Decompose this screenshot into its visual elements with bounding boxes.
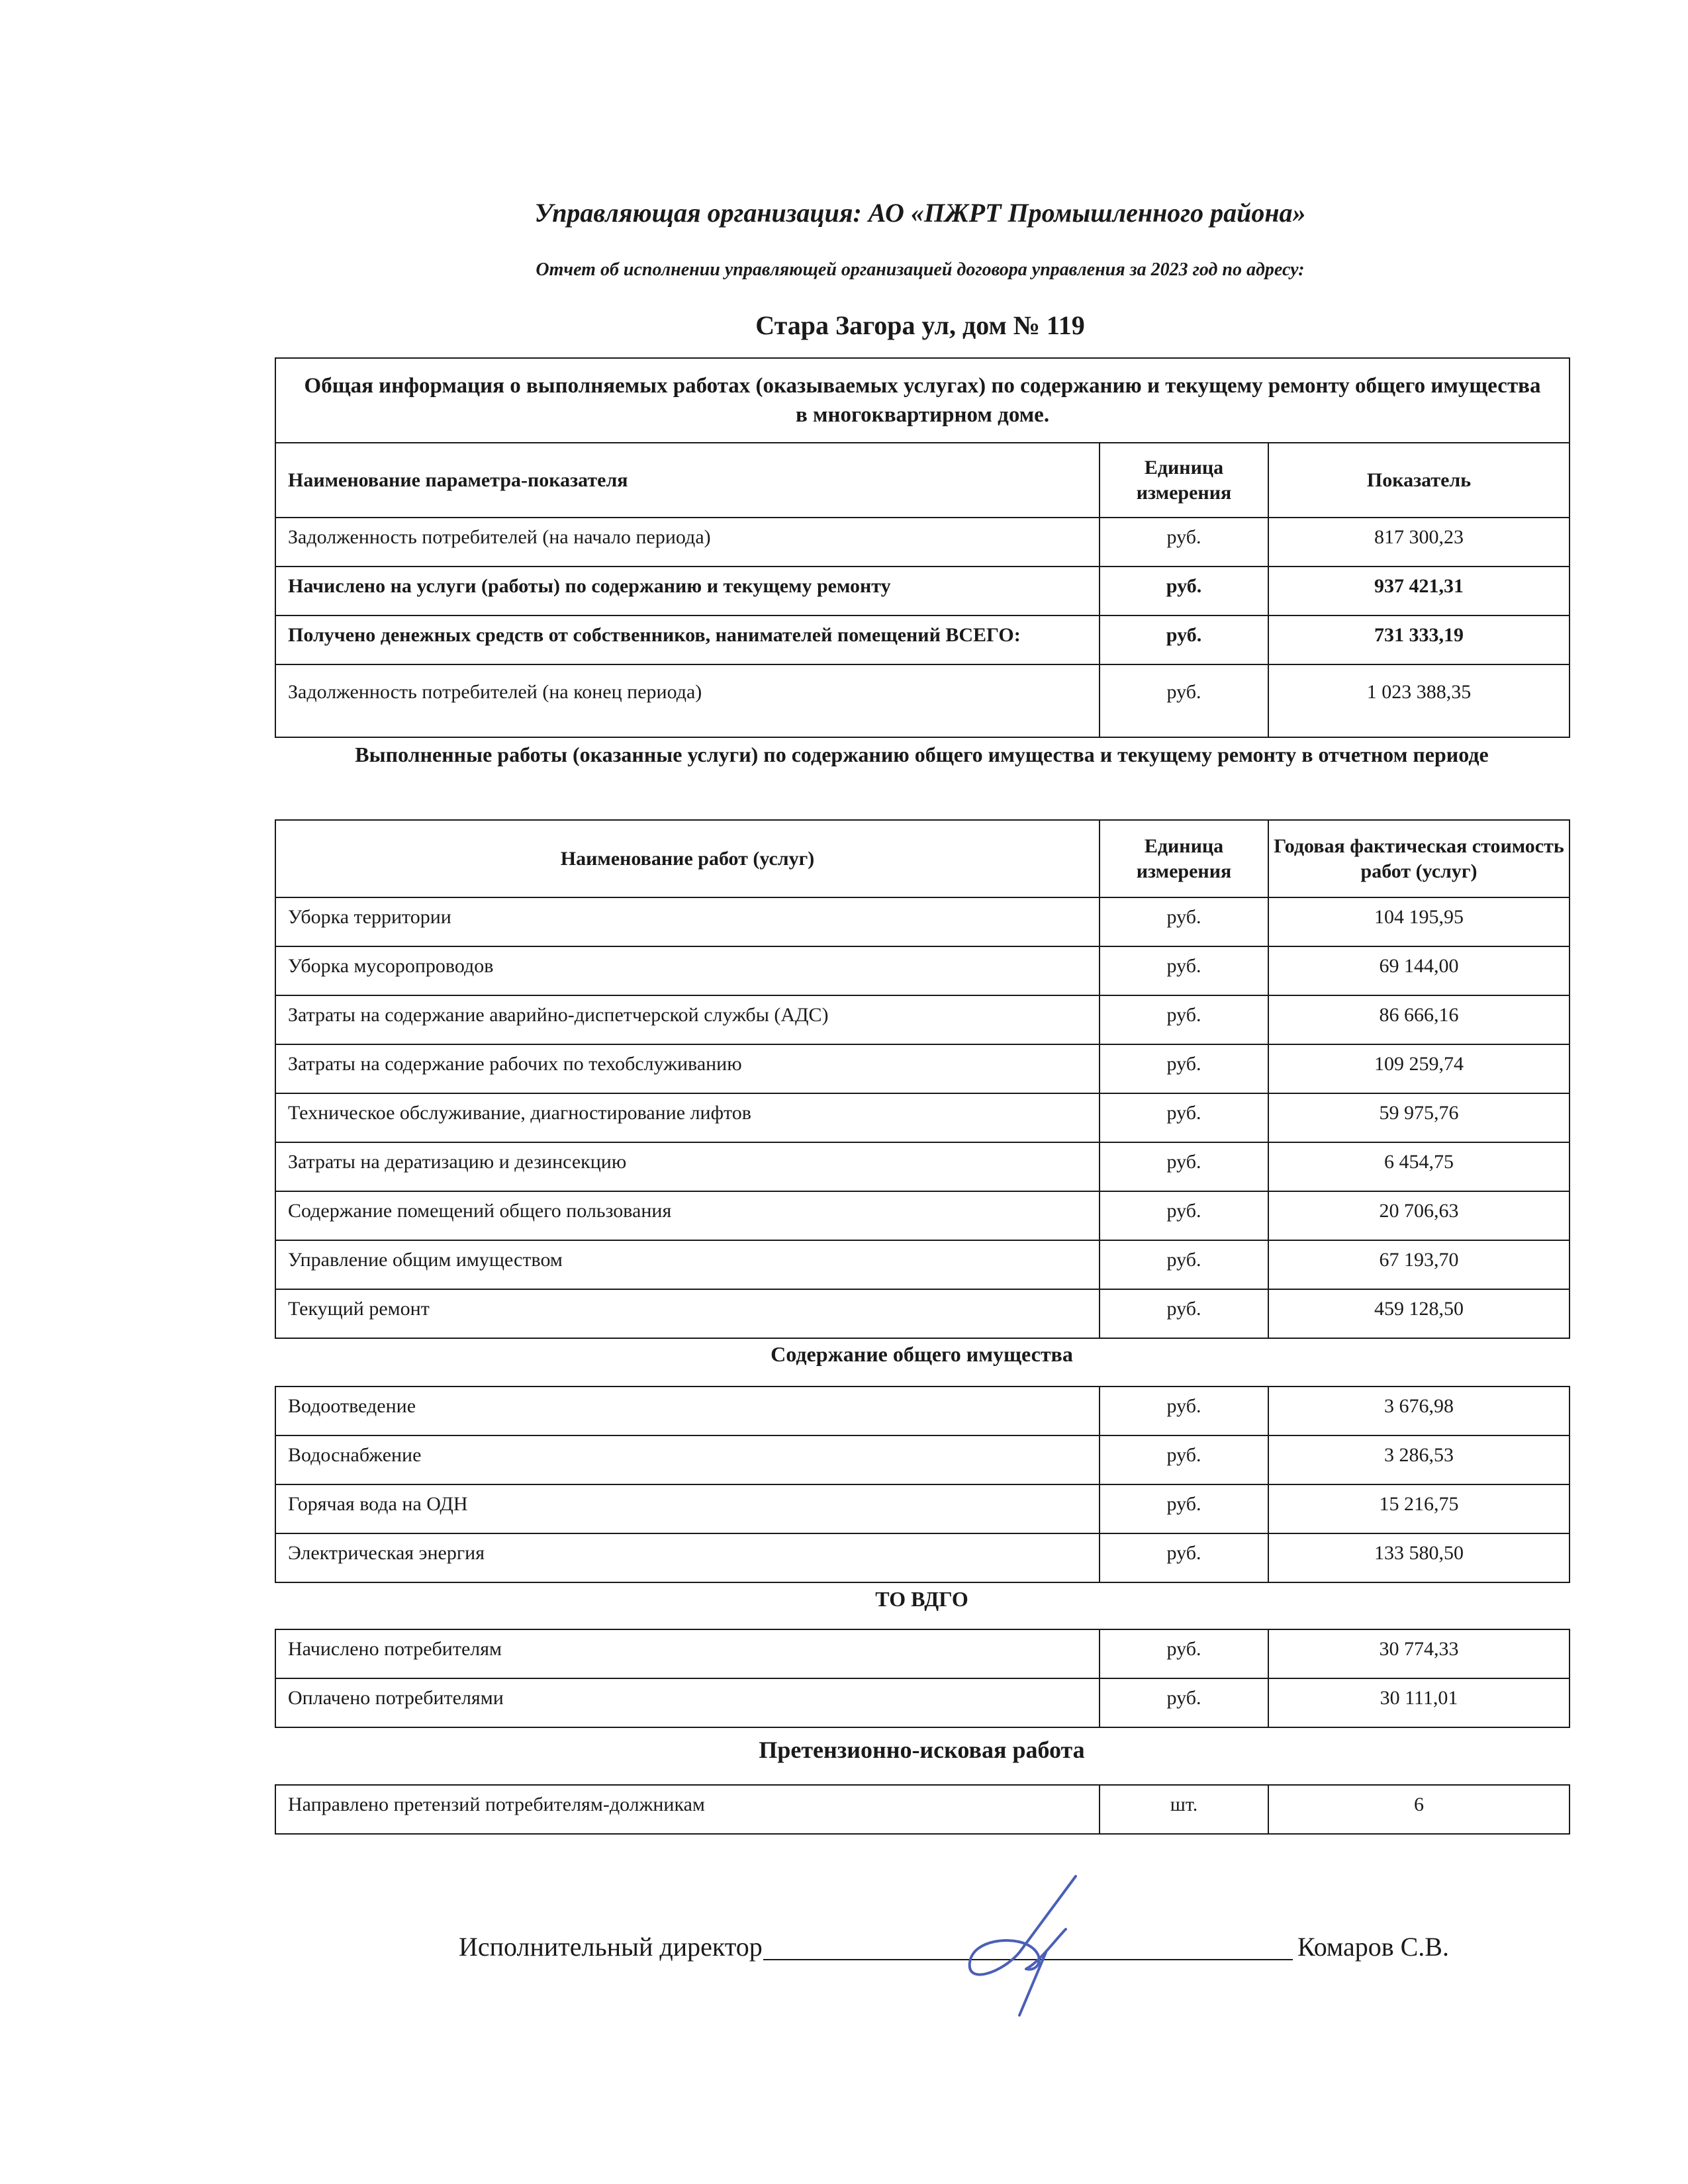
row-unit: руб. <box>1100 1289 1268 1338</box>
row-name: Задолженность потребителей (на конец периода) <box>275 664 1100 737</box>
row-unit: руб. <box>1100 1484 1268 1533</box>
row-unit: руб. <box>1100 1142 1268 1191</box>
organization-title: Управляющая организация: АО «ПЖРТ Промышленного района» <box>534 198 1306 228</box>
table-row <box>275 1142 1570 1191</box>
report-subtitle: Отчет об исполнении управляющей организацией договора управления за 2023 год по адресу: <box>536 259 1305 280</box>
row-name: Начислено на услуги (работы) по содержанию и текущему ремонту <box>275 567 1100 615</box>
row-value: 817 300,23 <box>1268 518 1570 567</box>
row-value: 1 023 388,35 <box>1268 664 1570 737</box>
table-row <box>275 1044 1570 1093</box>
row-name: Начислено потребителям <box>275 1629 1100 1678</box>
row-name: Электрическая энергия <box>275 1533 1100 1582</box>
table-row <box>275 1785 1570 1834</box>
row-value: 731 333,19 <box>1268 615 1570 664</box>
row-name: Затраты на дератизацию и дезинсекцию <box>275 1142 1100 1191</box>
row-value: 67 193,70 <box>1268 1240 1570 1289</box>
row-name: Управление общим имуществом <box>275 1240 1100 1289</box>
table-row <box>275 1240 1570 1289</box>
table-row <box>275 1387 1570 1435</box>
row-value: 6 454,75 <box>1268 1142 1570 1191</box>
row-value: 109 259,74 <box>1268 1044 1570 1093</box>
general-info-table <box>275 357 1570 738</box>
row-name: Водоотведение <box>275 1387 1100 1435</box>
table-row <box>275 1191 1570 1240</box>
row-name: Уборка территории <box>275 897 1100 946</box>
row-unit: руб. <box>1100 1093 1268 1142</box>
row-name: Получено денежных средств от собственников, нанимателей помещений ВСЕГО: <box>275 615 1100 664</box>
column-header-value: Показатель <box>1268 443 1570 518</box>
address-title: Стара Загора ул, дом № 119 <box>755 310 1085 340</box>
handwritten-signature <box>940 1873 1112 2019</box>
table-row <box>275 995 1570 1044</box>
table-row <box>275 1629 1570 1678</box>
row-name: Оплачено потребителями <box>275 1678 1100 1727</box>
row-unit: руб. <box>1100 1435 1268 1484</box>
signature-position: Исполнительный директор <box>459 1932 763 1962</box>
row-unit: руб. <box>1100 1678 1268 1727</box>
row-unit: руб. <box>1100 995 1268 1044</box>
vdgo-section-title: ТО ВДГО <box>875 1587 968 1611</box>
table-row <box>275 897 1570 946</box>
row-name: Затраты на содержание аварийно-диспетчерской службы (АДС) <box>275 995 1100 1044</box>
row-unit: руб. <box>1100 897 1268 946</box>
column-header-parameter: Наименование параметра-показателя <box>275 443 1100 518</box>
row-value: 69 144,00 <box>1268 946 1570 995</box>
row-value: 937 421,31 <box>1268 567 1570 615</box>
table-row <box>275 567 1570 615</box>
row-value: 30 774,33 <box>1268 1629 1570 1678</box>
row-name: Задолженность потребителей (на начало периода) <box>275 518 1100 567</box>
row-unit: руб. <box>1100 1533 1268 1582</box>
common-property-section-title: Содержание общего имущества <box>771 1342 1073 1366</box>
row-unit: руб. <box>1100 1191 1268 1240</box>
row-unit: руб. <box>1100 1629 1268 1678</box>
table-row <box>275 1533 1570 1582</box>
column-header-annual-cost: Годовая фактическая стоимость работ (услуг) <box>1268 820 1570 897</box>
table-row <box>275 615 1570 664</box>
row-value: 3 676,98 <box>1268 1387 1570 1435</box>
signatory-name: Комаров С.В. <box>1297 1932 1449 1962</box>
row-name: Содержание помещений общего пользования <box>275 1191 1100 1240</box>
column-header-unit: Единица измерения <box>1100 820 1268 897</box>
table-row <box>275 946 1570 995</box>
row-name: Затраты на содержание рабочих по техобслуживанию <box>275 1044 1100 1093</box>
row-unit: руб. <box>1100 518 1268 567</box>
row-value: 20 706,63 <box>1268 1191 1570 1240</box>
row-unit: шт. <box>1100 1785 1268 1834</box>
vdgo-table <box>275 1629 1570 1728</box>
row-value: 3 286,53 <box>1268 1435 1570 1484</box>
row-value: 15 216,75 <box>1268 1484 1570 1533</box>
row-unit: руб. <box>1100 1387 1268 1435</box>
table-row <box>275 1484 1570 1533</box>
works-table <box>275 819 1570 1339</box>
row-unit: руб. <box>1100 567 1268 615</box>
table-row <box>275 1678 1570 1727</box>
row-value: 59 975,76 <box>1268 1093 1570 1142</box>
column-header-work-name: Наименование работ (услуг) <box>275 820 1100 897</box>
row-value: 133 580,50 <box>1268 1533 1570 1582</box>
row-name: Текущий ремонт <box>275 1289 1100 1338</box>
table-row <box>275 1435 1570 1484</box>
claims-section-title: Претензионно-исковая работа <box>759 1737 1085 1763</box>
row-value: 30 111,01 <box>1268 1678 1570 1727</box>
row-name: Горячая вода на ОДН <box>275 1484 1100 1533</box>
row-value: 104 195,95 <box>1268 897 1570 946</box>
works-section-title: Выполненные работы (оказанные услуги) по содержанию общего имущества и текущему ремонту в отчетном периоде <box>355 743 1489 766</box>
row-unit: руб. <box>1100 946 1268 995</box>
row-unit: руб. <box>1100 615 1268 664</box>
row-unit: руб. <box>1100 664 1268 737</box>
row-value: 86 666,16 <box>1268 995 1570 1044</box>
row-name: Водоснабжение <box>275 1435 1100 1484</box>
table-row <box>275 518 1570 567</box>
common-property-table <box>275 1386 1570 1583</box>
row-value: 6 <box>1268 1785 1570 1834</box>
row-name: Уборка мусоропроводов <box>275 946 1100 995</box>
row-name: Техническое обслуживание, диагностирование лифтов <box>275 1093 1100 1142</box>
column-header-unit: Единица измерения <box>1100 443 1268 518</box>
row-unit: руб. <box>1100 1044 1268 1093</box>
row-unit: руб. <box>1100 1240 1268 1289</box>
table-row <box>275 664 1570 737</box>
general-info-caption: Общая информация о выполняемых работах (оказываемых услугах) по содержанию и текущему ремонту общего имущества в многоквартирном доме. <box>275 358 1570 443</box>
claims-table <box>275 1784 1570 1835</box>
table-row <box>275 1093 1570 1142</box>
table-row <box>275 1289 1570 1338</box>
row-value: 459 128,50 <box>1268 1289 1570 1338</box>
row-name: Направлено претензий потребителям-должникам <box>275 1785 1100 1834</box>
